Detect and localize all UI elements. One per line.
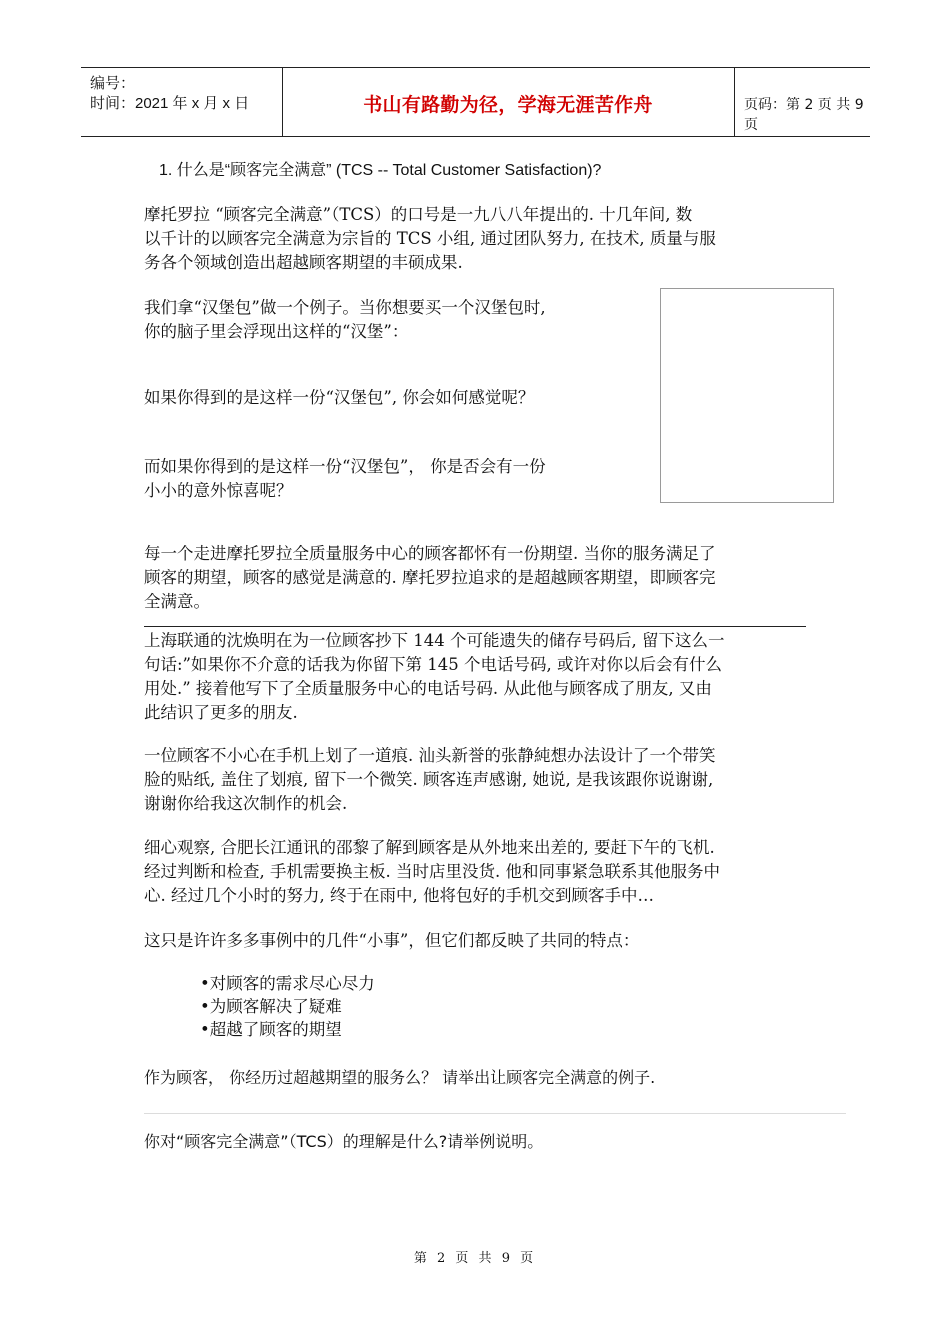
- header-page-code: 页码：第 2 页 共 9 页: [744, 97, 864, 133]
- paragraph-line: 心. 经过几个小时的努力, 终于在雨中, 他将包好的手机交到顾客手中…: [144, 886, 654, 905]
- answer-divider: [144, 1113, 846, 1114]
- question-experience: 作为顾客， 你经历过超越期望的服务么？ 请举出让顾客完全满意的例子.: [144, 1068, 656, 1087]
- page-footer: 第 2 页 共 9 页: [413, 1251, 537, 1266]
- paragraph-line: 以千计的以顾客完全满意为宗旨的 TCS 小组, 通过团队努力, 在技术, 质量与服: [144, 229, 716, 248]
- paragraph-line: 全满意。: [144, 592, 210, 611]
- list-item: •超越了顾客的期望: [200, 1020, 342, 1039]
- question-title: 1. 什么是“顾客完全满意” (TCS -- Total Customer Satisfaction)?: [159, 162, 602, 179]
- paragraph-line: 务各个领域创造出超越顾客期望的丰硕成果.: [144, 253, 463, 272]
- paragraph-line: 你的脑子里会浮现出这样的“汉堡”：: [144, 322, 409, 341]
- question-understanding: 你对“顾客完全满意”（TCS）的理解是什么?请举例说明。: [144, 1132, 544, 1151]
- paragraph-line: 句话:”如果你不介意的话我为你留下第 145 个电话号码, 或许对你以后会有什么: [144, 655, 722, 674]
- section-divider: [144, 626, 806, 627]
- paragraph-line: 用处.” 接着他写下了全质量服务中心的电话号码. 从此他与顾客成了朋友, 又由: [144, 679, 712, 698]
- summary-line: 这只是许许多多事例中的几件“小事”，但它们都反映了共同的特点：: [144, 931, 640, 950]
- paragraph-line: 脸的贴纸, 盖住了划痕, 留下一个微笑. 顾客连声感谢, 她说, 是我该跟你说谢谢,: [144, 770, 714, 789]
- header-motto-cell: [282, 68, 735, 136]
- header-motto: 书山有路勤为径，学海无涯苦作舟: [363, 94, 653, 116]
- list-item: •对顾客的需求尽心尽力: [200, 974, 375, 993]
- hamburger-question-2: 而如果你得到的是这样一份“汉堡包”， 你是否会有一份: [144, 457, 546, 476]
- paragraph-line: 一位顾客不小心在手机上划了一道痕. 汕头新誉的张静純想办法设计了一个带笑: [144, 746, 716, 765]
- hamburger-question-2-cont: 小小的意外惊喜呢？: [144, 481, 293, 500]
- document-number-label: 编号：: [90, 75, 136, 92]
- paragraph-line: 摩托罗拉 “顾客完全满意”（TCS）的口号是一九八八年提出的. 十几年间, 数: [144, 205, 693, 224]
- paragraph-line: 此结识了更多的朋友.: [144, 703, 298, 722]
- paragraph-line: 经过判断和检查, 手机需要换主板. 当时店里没货. 他和同事紧急联系其他服务中: [144, 862, 720, 881]
- paragraph-line: 顾客的期望，顾客的感觉是满意的. 摩托罗拉追求的是超越顾客期望，即顾客完: [144, 568, 716, 587]
- header-meta-cell: [81, 68, 283, 136]
- page-header: [81, 67, 870, 137]
- document-date-label: 时间：2021 年 x 月 x 日: [90, 95, 250, 112]
- paragraph-line: 我们拿“汉堡包”做一个例子。当你想要买一个汉堡包时,: [144, 298, 546, 317]
- hamburger-question-1: 如果你得到的是这样一份“汉堡包”, 你会如何感觉呢？: [144, 388, 535, 407]
- hamburger-image-placeholder: [660, 288, 834, 503]
- paragraph-line: 细心观察, 合肥长江通讯的邵黎了解到顾客是从外地来出差的, 要赶下午的飞机.: [144, 838, 715, 857]
- paragraph-line: 谢谢你给我这次制作的机会.: [144, 794, 348, 813]
- feature-list: [200, 972, 375, 1041]
- list-item: •为顾客解决了疑难: [200, 997, 342, 1016]
- paragraph-line: 上海联通的沈焕明在为一位顾客抄下 144 个可能遗失的储存号码后, 留下这么一: [144, 631, 725, 650]
- paragraph-line: 每一个走进摩托罗拉全质量服务中心的顾客都怀有一份期望. 当你的服务满足了: [144, 544, 716, 563]
- header-page-cell: [734, 68, 870, 136]
